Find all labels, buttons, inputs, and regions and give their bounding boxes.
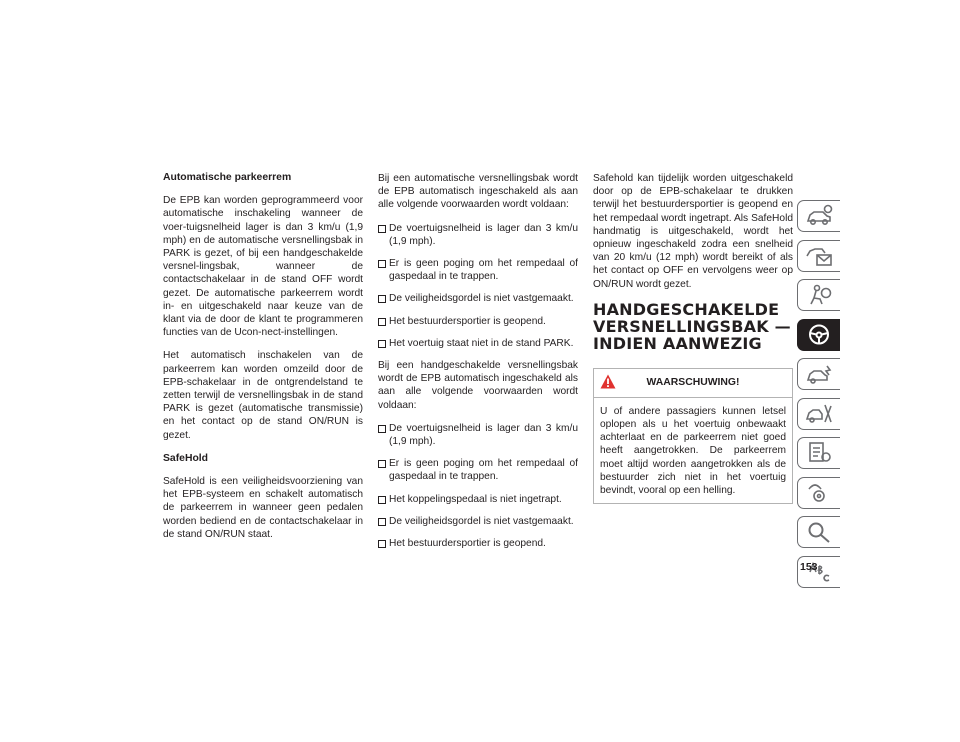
list-item: De voertuigsnelheid is lager dan 3 km/u (1,9 mph). (378, 422, 578, 448)
tab-technical-specifications[interactable] (797, 437, 841, 468)
warning-box (593, 368, 793, 504)
tab-emergency[interactable] (797, 358, 841, 389)
checkbox-bullet-icon (378, 225, 386, 233)
paragraph: De EPB kan worden geprogrammeerd voor automatische inschakeling wanneer de voer-tuigsnelheid lager is dan 3 km/u (1,9 mph) en de automatische versnellingsbak in PARK is gezet, of bij een handgeschakelde versnel-lingsbak, wanneer de contactschakelaar in de stand OFF wordt gezet. De automatische parkeerrem wordt in- en uitgeschakeld naar keuze van de klant via de door de klant te programmeren functies van de Ucon-nect-instellingen. (163, 195, 363, 339)
warning-triangle-icon (600, 374, 616, 389)
list-item: De veiligheidsgordel is niet vastgemaakt. (378, 292, 578, 305)
chapter-tabs (797, 200, 842, 595)
list-item: Het voertuig staat niet in de stand PARK. (378, 337, 578, 350)
document-list-icon (805, 441, 833, 464)
warning-text: U of andere passagiers kunnen letsel oplopen als u het voertuig onbewaakt achterlaat en de parkeerrem niet goed heeft aangetrokken. De parkeerrem moet altijd worden aangetrokken als de bestuurder zich niet in het voertuig bevindt, vooral op een helling. (600, 405, 786, 497)
search-icon (805, 520, 833, 543)
warning-title: WAARSCHUWING! (646, 377, 740, 389)
tab-servicing[interactable] (797, 398, 841, 429)
paragraph: Bij een automatische versnellingsbak wordt de EPB automatisch ingeschakeld als aan alle volgende voorwaarden wordt voldaan: (378, 173, 578, 211)
list-item: Er is geen poging om het rempedaal of gaspedaal in te trappen. (378, 457, 578, 483)
car-crash-icon (805, 362, 833, 385)
tab-search[interactable] (797, 516, 841, 547)
airbag-person-icon (805, 283, 833, 306)
checkbox-bullet-icon (378, 295, 386, 303)
heading-safehold: SafeHold (163, 452, 209, 464)
checkbox-bullet-icon (378, 318, 386, 326)
column-1 (163, 171, 363, 551)
checkbox-bullet-icon (378, 260, 386, 268)
checkbox-bullet-icon (378, 425, 386, 433)
paragraph: Bij een handgeschakelde versnellingsbak wordt de EPB automatisch ingeschakeld als aan alle volgende voorwaarden wordt voldaan: (378, 360, 578, 411)
tab-messages[interactable] (797, 240, 841, 271)
car-tools-icon (805, 402, 833, 425)
column-3 (593, 172, 793, 504)
list-item: Het bestuurdersportier is geopend. (378, 315, 578, 328)
tab-vehicle-info[interactable] (797, 200, 841, 231)
checkbox-bullet-icon (378, 518, 386, 526)
list-item: Het koppelingspedaal is niet ingetrapt. (378, 493, 578, 506)
checkbox-bullet-icon (378, 540, 386, 548)
tab-multimedia[interactable] (797, 477, 841, 508)
list-item: De veiligheidsgordel is niet vastgemaakt. (378, 515, 578, 528)
heading-automatic-parking-brake: Automatische parkeerrem (163, 172, 292, 183)
column-2 (378, 172, 578, 559)
checkbox-bullet-icon (378, 460, 386, 468)
list-item: Er is geen poging om het rempedaal of gaspedaal in te trappen. (378, 257, 578, 283)
list-item: De voertuigsnelheid is lager dan 3 km/u (1,9 mph). (378, 222, 578, 248)
section-title: HANDGESCHAKELDE VERSNELLINGSBAK — INDIEN AANWEZIG (593, 299, 791, 353)
multimedia-icon (805, 481, 833, 504)
steering-wheel-icon (805, 323, 833, 346)
tab-safety[interactable] (797, 279, 841, 310)
page-number: 153 (800, 561, 818, 573)
checkbox-bullet-icon (378, 340, 386, 348)
mail-envelope-icon (805, 244, 833, 267)
list-item: Het bestuurdersportier is geopend. (378, 537, 578, 550)
tab-starting-driving[interactable] (797, 319, 841, 350)
paragraph: SafeHold is een veiligheidsvoorziening van het EPB-systeem en schakelt automatisch de parkeerrem in wanneer geen pedalen worden bediend en de contactschakelaar in de stand ON/RUN staat. (163, 476, 363, 540)
checkbox-bullet-icon (378, 496, 386, 504)
paragraph: Het automatisch inschakelen van de parkeerrem kan worden omzeild door de EPB-schakelaar in de ontgrendelstand te zetten terwijl de versnellingsbak in de stand PARK is gezet (automatische transmissie) en het contact op de stand ON/RUN is gezet. (163, 350, 363, 441)
car-info-icon (805, 204, 833, 227)
warning-header (594, 369, 792, 398)
paragraph: Safehold kan tijdelijk worden uitgeschakeld door op de EPB-schakelaar te drukken terwijl het bestuurdersportier is geopend en het rempedaal wordt ingetrapt. Als SafeHold handmatig is uitgeschakeld, wordt het opnieuw ingeschakeld zodra een snelheid van 20 km/u (12 mph) wordt bereikt of als het contact op OFF en vervolgens weer op ON/RUN wordt gezet. (593, 173, 793, 290)
